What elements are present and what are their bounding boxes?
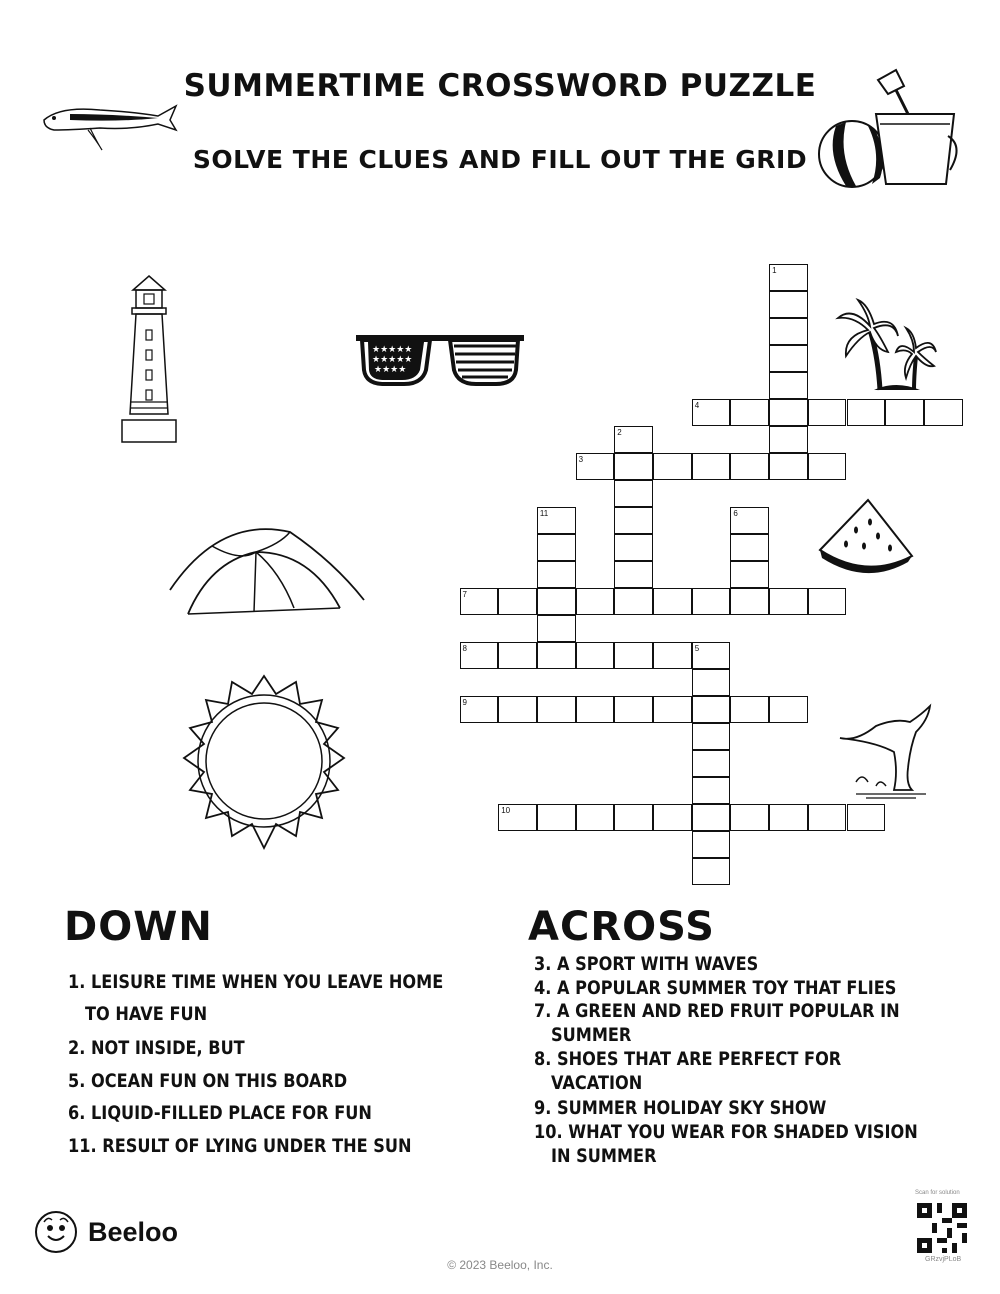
- grid-cell[interactable]: [730, 804, 769, 831]
- grid-cell[interactable]: [576, 642, 615, 669]
- grid-cell[interactable]: [808, 399, 847, 426]
- grid-cell[interactable]: [808, 588, 847, 615]
- grid-cell[interactable]: [460, 696, 499, 723]
- svg-text:★★★★: ★★★★: [374, 365, 407, 375]
- grid-cell[interactable]: [769, 588, 808, 615]
- grid-cell[interactable]: [769, 804, 808, 831]
- copyright: © 2023 Beeloo, Inc.: [447, 1258, 553, 1272]
- grid-cell[interactable]: [537, 561, 576, 588]
- grid-cell[interactable]: [537, 804, 576, 831]
- grid-cell[interactable]: [576, 804, 615, 831]
- grid-cell[interactable]: [692, 453, 731, 480]
- grid-cell[interactable]: [769, 426, 808, 453]
- grid-cell[interactable]: [614, 480, 653, 507]
- grid-cell-number: 8: [462, 644, 467, 653]
- grid-cell[interactable]: [498, 696, 537, 723]
- grid-cell[interactable]: [576, 588, 615, 615]
- solution-code: GRzvjPLoB: [925, 1256, 962, 1263]
- grid-cell[interactable]: [769, 291, 808, 318]
- down-heading: DOWN: [64, 904, 213, 950]
- grid-cell[interactable]: [924, 399, 963, 426]
- grid-cell[interactable]: [537, 696, 576, 723]
- grid-cell[interactable]: [692, 696, 731, 723]
- across-clue-3: 3. A SPORT WITH WAVES: [534, 953, 759, 975]
- grid-cell[interactable]: [885, 399, 924, 426]
- grid-cell[interactable]: [692, 858, 731, 885]
- grid-cell[interactable]: [498, 588, 537, 615]
- across-clue-8: 8. SHOES THAT ARE PERFECT FOR VACATION: [534, 1048, 842, 1094]
- grid-cell[interactable]: [730, 588, 769, 615]
- grid-cell[interactable]: [614, 453, 653, 480]
- down-clue-6: 6. LIQUID-FILLED PLACE FOR FUN: [68, 1102, 372, 1124]
- page-subtitle: SOLVE THE CLUES AND FILL OUT THE GRID: [192, 145, 808, 174]
- grid-cell[interactable]: [692, 588, 731, 615]
- grid-cell[interactable]: [769, 345, 808, 372]
- grid-cell[interactable]: [692, 750, 731, 777]
- grid-cell[interactable]: [769, 372, 808, 399]
- grid-cell[interactable]: [498, 804, 537, 831]
- grid-cell-number: 11: [539, 509, 549, 518]
- grid-cell[interactable]: [692, 399, 731, 426]
- bee-logo-icon: [34, 1210, 78, 1254]
- grid-cell[interactable]: [576, 453, 615, 480]
- grid-cell-number: 3: [578, 455, 584, 464]
- grid-cell-number: 5: [694, 644, 700, 653]
- grid-cell[interactable]: [692, 669, 731, 696]
- grid-cell[interactable]: [614, 534, 653, 561]
- scan-label: Scan for solution: [915, 1190, 960, 1196]
- grid-cell[interactable]: [460, 588, 499, 615]
- grid-cell[interactable]: [769, 696, 808, 723]
- across-heading: ACROSS: [528, 904, 715, 950]
- grid-cell[interactable]: [769, 318, 808, 345]
- grid-cell[interactable]: [847, 399, 886, 426]
- grid-cell[interactable]: [730, 507, 769, 534]
- grid-cell-number: 9: [462, 698, 467, 707]
- grid-cell-number: 7: [462, 590, 467, 599]
- grid-cell[interactable]: [769, 453, 808, 480]
- grid-cell[interactable]: [614, 561, 653, 588]
- down-clue-5: 5. OCEAN FUN ON THIS BOARD: [68, 1070, 348, 1092]
- grid-cell[interactable]: [460, 642, 499, 669]
- grid-cell[interactable]: [537, 588, 576, 615]
- grid-cell[interactable]: [537, 642, 576, 669]
- qr-code-icon[interactable]: [917, 1203, 967, 1253]
- grid-cell-number: 6: [733, 509, 738, 518]
- grid-cell-number: 4: [694, 401, 700, 410]
- grid-cell[interactable]: [614, 507, 653, 534]
- down-clue-2: 2. NOT INSIDE, BUT: [68, 1037, 245, 1059]
- grid-cell[interactable]: [653, 696, 692, 723]
- grid-cell[interactable]: [769, 399, 808, 426]
- grid-cell[interactable]: [614, 696, 653, 723]
- grid-cell[interactable]: [653, 453, 692, 480]
- grid-cell[interactable]: [653, 588, 692, 615]
- down-clue-1: 1. LEISURE TIME WHEN YOU LEAVE HOME TO HAVE FUN: [68, 971, 444, 1025]
- grid-cell[interactable]: [730, 534, 769, 561]
- svg-text:★★★★★: ★★★★★: [372, 345, 413, 355]
- grid-cell[interactable]: [730, 453, 769, 480]
- brand-logo: [34, 1210, 178, 1254]
- grid-cell[interactable]: [614, 642, 653, 669]
- grid-cell[interactable]: [847, 804, 886, 831]
- svg-text:★★★★★: ★★★★★: [372, 355, 413, 365]
- grid-cell[interactable]: [730, 399, 769, 426]
- grid-cell[interactable]: [692, 831, 731, 858]
- grid-cell[interactable]: [614, 804, 653, 831]
- across-clue-7: 7. A GREEN AND RED FRUIT POPULAR IN SUMMER: [534, 1000, 900, 1046]
- page-title: SUMMERTIME CROSSWORD PUZZLE: [183, 68, 817, 104]
- down-clue-11: 11. RESULT OF LYING UNDER THE SUN: [68, 1135, 412, 1157]
- grid-cell[interactable]: [769, 264, 808, 291]
- grid-cell[interactable]: [808, 453, 847, 480]
- grid-cell[interactable]: [498, 642, 537, 669]
- grid-cell[interactable]: [653, 804, 692, 831]
- grid-cell[interactable]: [692, 804, 731, 831]
- across-clue-9: 9. SUMMER HOLIDAY SKY SHOW: [534, 1097, 827, 1119]
- grid-cell[interactable]: [692, 723, 731, 750]
- grid-cell[interactable]: [692, 642, 731, 669]
- grid-cell-number: 10: [501, 806, 511, 815]
- brand-name: Beeloo: [88, 1216, 179, 1247]
- across-clue-10: 10. WHAT YOU WEAR FOR SHADED VISION IN SUMMER: [534, 1121, 918, 1167]
- grid-cell[interactable]: [576, 696, 615, 723]
- grid-cell-number: 1: [772, 266, 777, 275]
- grid-cell[interactable]: [614, 426, 653, 453]
- grid-cell[interactable]: [537, 615, 576, 642]
- grid-cell-number: 2: [617, 428, 622, 437]
- grid-cell[interactable]: [808, 804, 847, 831]
- grid-cell[interactable]: [537, 507, 576, 534]
- grid-cell[interactable]: [653, 642, 692, 669]
- grid-cell[interactable]: [537, 534, 576, 561]
- grid-cell[interactable]: [730, 696, 769, 723]
- grid-cell[interactable]: [730, 561, 769, 588]
- grid-cell[interactable]: [692, 777, 731, 804]
- across-clue-4: 4. A POPULAR SUMMER TOY THAT FLIES: [534, 977, 897, 999]
- grid-cell[interactable]: [614, 588, 653, 615]
